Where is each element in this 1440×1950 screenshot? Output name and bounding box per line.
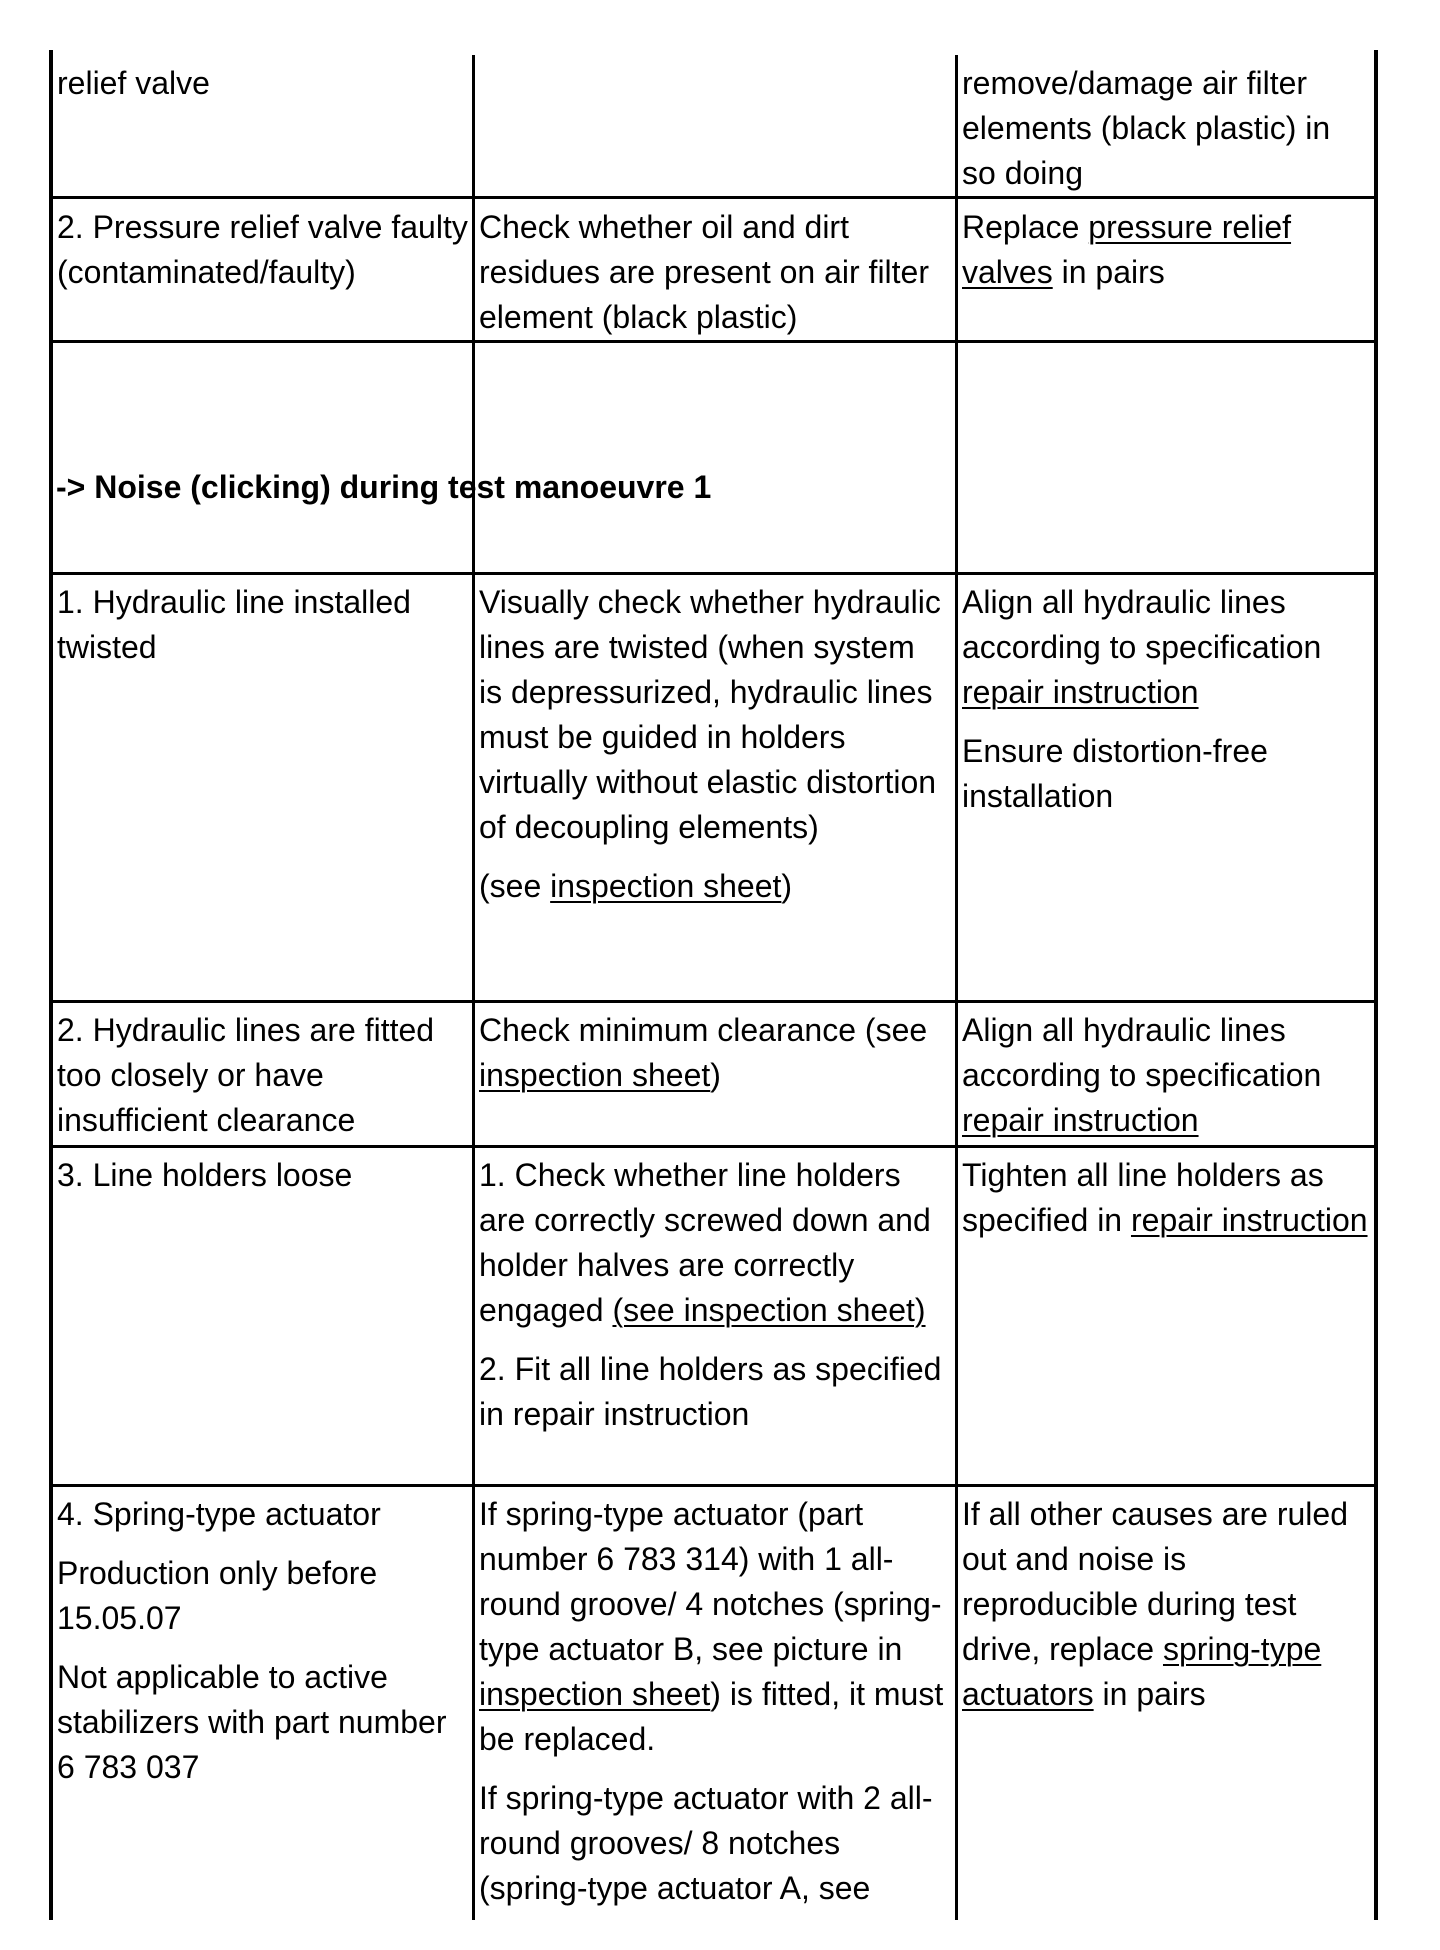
- check-cell: [475, 205, 945, 340]
- check-suffix: ): [781, 868, 793, 904]
- check-paragraph: [479, 864, 945, 909]
- spring-type-actuators-link[interactable]: spring-type actuators: [962, 1631, 1322, 1712]
- remedy-cell: [958, 1153, 1370, 1243]
- row-divider: [49, 1000, 1378, 1003]
- cause-text: 1. Hydraulic line installed twisted: [57, 584, 411, 665]
- remedy-text: Align all hydraulic lines according to specification: [962, 1012, 1322, 1093]
- cause-paragraph: 4. Spring-type actuator: [57, 1496, 381, 1532]
- table-row: [53, 61, 468, 106]
- inspection-sheet-link[interactable]: inspection sheet: [479, 1057, 711, 1093]
- remedy-cell: [958, 205, 1370, 295]
- remedy-text: Tighten all line holders as specified in: [962, 1157, 1324, 1238]
- cause-text: 2. Hydraulic lines are fitted too closely or have insufficient clearance: [57, 1012, 435, 1138]
- row-divider: [49, 1484, 1378, 1487]
- row-divider: [49, 1145, 1378, 1148]
- check-paragraph: [479, 1153, 945, 1333]
- row-divider: [49, 196, 1378, 199]
- cause-cell: [53, 205, 468, 295]
- cause-paragraph: Production only before 15.05.07: [57, 1555, 378, 1636]
- remedy-cell: [958, 61, 1370, 196]
- cause-cell: [53, 1008, 468, 1143]
- check-paragraph: Visually check whether hydraulic lines are twisted (when system is depressurized, hydraulic lines must be guided in holders virtually without elastic distortion of decoupling elements): [479, 584, 941, 845]
- check-suffix: ) is fitted, it must be replaced.: [479, 1676, 944, 1757]
- inspection-sheet-link[interactable]: inspection sheet: [479, 1676, 711, 1712]
- check-text: 1. Check whether line holders are correctly screwed down and holder halves are correctly engaged: [479, 1157, 931, 1328]
- repair-instruction-link[interactable]: repair instruction: [962, 1102, 1199, 1138]
- cause-cell: [53, 1153, 468, 1198]
- remedy-paragraph: Ensure distortion-free installation: [962, 733, 1268, 814]
- check-suffix: ): [710, 1057, 721, 1093]
- repair-instruction-link[interactable]: repair instruction: [1130, 1202, 1368, 1238]
- remedy-text: If all other causes are ruled out and noise is reproducible during test drive, replace: [962, 1496, 1348, 1667]
- cause-text: 3. Line holders loose: [57, 1157, 353, 1193]
- check-text: Check minimum clearance (see: [479, 1012, 928, 1048]
- check-text: Check whether oil and dirt residues are present on air filter element (black plastic): [479, 209, 929, 335]
- cause-paragraph: Not applicable to active stabilizers with part number 6 783 037: [57, 1659, 447, 1785]
- check-cell: [475, 1153, 945, 1437]
- cause-cell: [53, 580, 468, 670]
- section-heading: -> Noise (clicking) during test manoeuvre 1: [56, 469, 712, 505]
- inspection-sheet-link[interactable]: inspection sheet: [550, 868, 782, 904]
- remedy-cell: [958, 580, 1370, 819]
- table-right-border: [1374, 50, 1378, 1920]
- check-paragraph: If spring-type actuator with 2 all-round grooves/ 8 notches (spring-type actuator A, see: [479, 1780, 933, 1906]
- remedy-cell: [958, 1008, 1370, 1143]
- remedy-text: remove/damage air filter elements (black plastic) in so doing: [962, 65, 1331, 191]
- repair-instruction-link[interactable]: repair instruction: [962, 674, 1199, 710]
- row-divider: [49, 572, 1378, 575]
- check-prefix: (see: [479, 868, 551, 904]
- remedy-cell: [958, 1492, 1370, 1717]
- remedy-text: Align all hydraulic lines according to specification: [962, 584, 1322, 665]
- remedy-suffix: in pairs: [1052, 254, 1165, 290]
- check-cell: [475, 1008, 945, 1098]
- cause-text: 2. Pressure relief valve faulty (contaminated/faulty): [57, 209, 468, 290]
- remedy-paragraph: [962, 580, 1370, 715]
- see-inspection-sheet-link[interactable]: (see inspection sheet): [612, 1292, 926, 1328]
- check-text: If spring-type actuator (part number 6 783 314) with 1 all-round groove/ 4 notches (spring-type actuator B, see picture in: [479, 1496, 942, 1667]
- check-cell: [475, 580, 945, 909]
- check-paragraph: 2. Fit all line holders as specified in repair instruction: [479, 1351, 942, 1432]
- row-divider: [49, 340, 1378, 343]
- cause-text: relief valve: [57, 65, 210, 101]
- check-cell: [475, 1492, 945, 1911]
- remedy-prefix: Replace: [962, 209, 1089, 245]
- remedy-suffix: in pairs: [1093, 1676, 1206, 1712]
- check-paragraph: [479, 1492, 945, 1762]
- pressure-relief-valves-link[interactable]: pressure relief valves: [962, 209, 1292, 290]
- cause-cell: [53, 1492, 468, 1790]
